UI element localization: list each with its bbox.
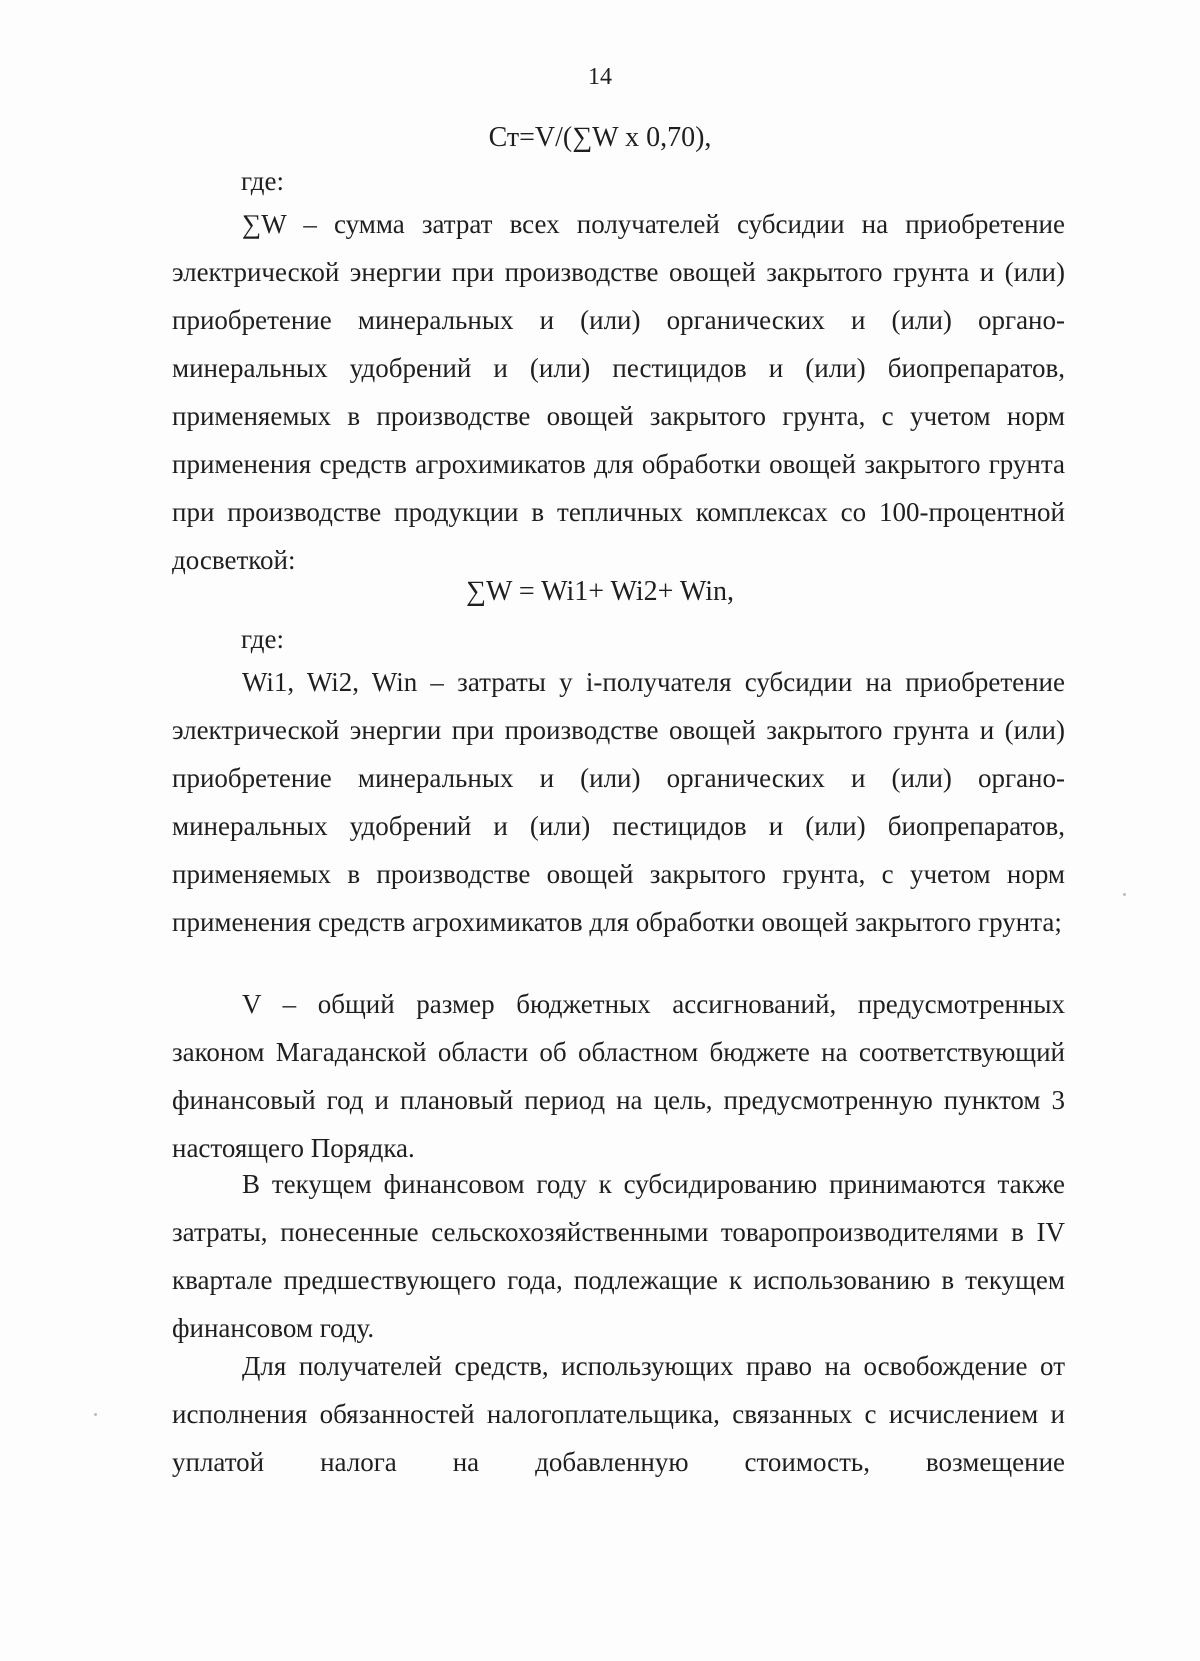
formula-ct: Ст=V/(∑W x 0,70), bbox=[488, 122, 712, 153]
where-label-1: где: bbox=[241, 166, 284, 196]
paragraph-current-year bbox=[172, 1160, 1065, 1352]
paragraph-current-year-text: В текущем финансовом году к субсидированию принимаются также затраты, понесенные сельскохозяйственными товаропроизводителями в IV квартале предшествующего года, подлежащие к использованию в текущем финансовом году. bbox=[172, 1169, 1065, 1343]
paragraph-wi-text: Wi1, Wi2, Win – затраты у i-получателя субсидии на приобретение электрической энергии при производстве овощей закрытого грунта и (или) приобретение минеральных и (или) органических и (или) органо-минеральных удобрений и (или) пестицидов и (или) биопрепаратов, применяемых в производстве овощей закрытого грунта, с учетом норм применения средств агрохимикатов для обработки овощей закрытого грунта; bbox=[172, 667, 1065, 937]
paragraph-v-text: V – общий размер бюджетных ассигнований, предусмотренных законом Магаданской области об областном бюджете на соответствующий финансовый год и плановый период на цель, предусмотренную пунктом 3 настоящего Порядка. bbox=[172, 989, 1065, 1163]
scan-speck bbox=[94, 1413, 97, 1416]
paragraph-wi bbox=[172, 658, 1065, 946]
page-number: 14 bbox=[588, 64, 612, 90]
paragraph-vat bbox=[172, 1342, 1065, 1486]
paragraph-sum-w bbox=[172, 200, 1065, 584]
where-label-2: где: bbox=[241, 624, 284, 654]
formula-sum-w: ∑W = Wi1+ Wi2+ Win, bbox=[466, 576, 734, 607]
paragraph-sum-w-text: ∑W – сумма затрат всех получателей субсидии на приобретение электрической энергии при производстве овощей закрытого грунта и (или) приобретение минеральных и (или) органических и (или) органо-минеральных удобрений и (или) пестицидов и (или) биопрепаратов, применяемых в производстве овощей закрытого грунта, с учетом норм применения средств агрохимикатов для обработки овощей закрытого грунта при производстве продукции в тепличных комплексах со 100-процентной досветкой: bbox=[172, 209, 1065, 575]
paragraph-vat-text: Для получателей средств, использующих право на освобождение от исполнения обязанностей налогоплательщика, связанных с исчислением и уплатой налога на добавленную стоимость, возмещение bbox=[172, 1351, 1065, 1477]
scan-speck bbox=[1123, 893, 1126, 896]
paragraph-v bbox=[172, 980, 1065, 1172]
